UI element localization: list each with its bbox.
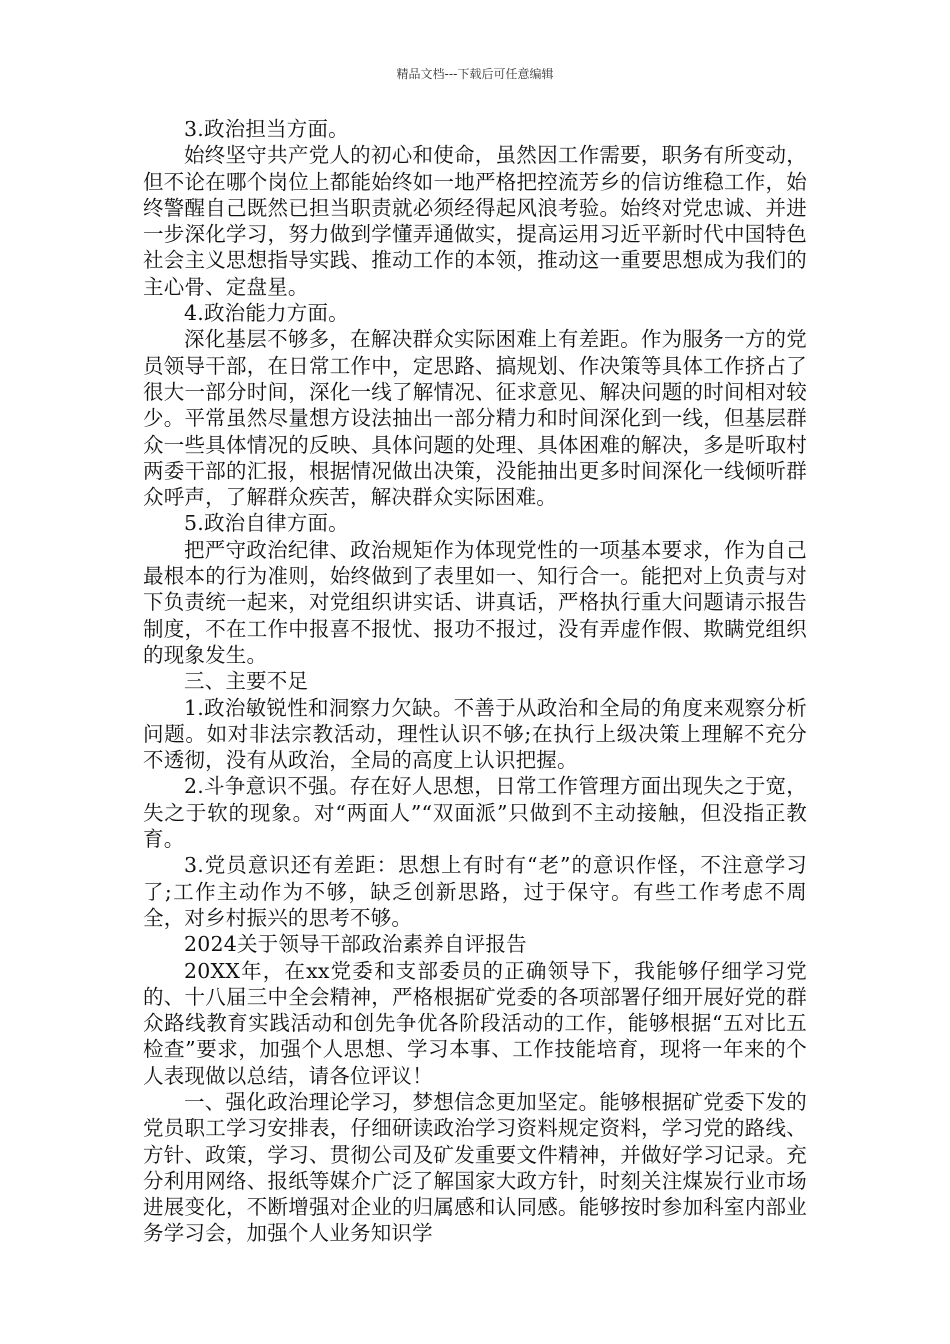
body-paragraph: 3.党员意识还有差距：思想上有时有“老”的意识作怪，不注意学习了;工作主动作为不够，缺乏创新思路，过于保守。有些工作考虑不周全，对乡村振兴的思考不够。 bbox=[143, 853, 807, 930]
body-paragraph: 把严守政治纪律、政治规矩作为体现党性的一项基本要求，作为自己最根本的行为准则，始终做到了表里如一、知行合一。能把对上负责与对下负责统一起来，对党组织讲实话、讲真话，严格执行重大问题请示报告制度，不在工作中报喜不报忧、报功不报过，没有弄虚作假、欺瞒党组织的现象发生。 bbox=[143, 537, 807, 667]
body-paragraph: 20XX年，在xx党委和支部委员的正确领导下，我能够仔细学习党的、十八届三中全会精神，严格根据矿党委的各项部署仔细开展好党的群众路线教育实践活动和创先争优各阶段活动的工作，能够根据“五对比五检查”要求，加强个人思想、学习本事、工作技能培育，现将一年来的个人表现做以总结，请各位评议！ bbox=[143, 958, 807, 1088]
body-paragraph: 始终坚守共产党人的初心和使命，虽然因工作需要，职务有所变动，但不论在哪个岗位上都能始终如一地严格把控流芳乡的信访维稳工作，始终警醒自己既然已担当职责就必须经得起风浪考验。始终对党忠诚、并进一步深化学习，努力做到学懂弄通做实，提高运用习近平新时代中国特色社会主义思想指导实践、推动工作的本领，推动这一重要思想成为我们的主心骨、定盘星。 bbox=[143, 143, 807, 299]
section-heading: 4.政治能力方面。 bbox=[184, 301, 349, 326]
body-paragraph: 2.斗争意识不强。存在好人思想，日常工作管理方面出现失之于宽，失之于软的现象。对“两面人”“双面派”只做到不主动接触，但没指正教育。 bbox=[143, 774, 807, 852]
section-heading: 3.政治担当方面。 bbox=[184, 117, 349, 141]
body-paragraph: 1.政治敏锐性和洞察力欠缺。不善于从政治和全局的角度来观察分析问题。如对非法宗教活动，理性认识不够;在执行上级决策上理解不充分不透彻，没有从政治，全局的高度上认识把握。 bbox=[143, 695, 807, 773]
body-paragraph: 深化基层不够多，在解决群众实际困难上有差距。作为服务一方的党员领导干部，在日常工作中，定思路、搞规划、作决策等具体工作挤占了很大一部分时间，深化一线了解情况、征求意见、解决问题的时间相对较少。平常虽然尽量想方设法抽出一部分精力和时间深化到一线，但基层群众一些具体情况的反映、具体问题的处理、具体困难的解决，多是听取村两委干部的汇报，根据情况做出决策，没能抽出更多时间深化一线倾听群众呼声，了解群众疾苦，解决群众实际困难。 bbox=[143, 327, 807, 510]
section-heading: 5.政治自律方面。 bbox=[184, 511, 349, 536]
page-header: 精品文档---下载后可任意编辑 bbox=[396, 67, 554, 81]
document-body bbox=[143, 116, 807, 1247]
section-heading: 三、主要不足 bbox=[184, 669, 309, 694]
body-paragraph: 一、强化政治理论学习，梦想信念更加坚定。能够根据矿党委下发的党员职工学习安排表，仔细研读政治学习资料规定资料，学习党的路线、方针、政策，学习、贯彻公司及矿发重要文件精神，并做好学习记录。充分利用网络、报纸等媒介广泛了解国家大政方针，时刻关注煤炭行业市场进展变化，不断增强对企业的归属感和认同感。能够按时参加科室内部业务学习会，加强个人业务知识学 bbox=[143, 1089, 807, 1246]
report-title: 2024关于领导干部政治素养自评报告 bbox=[184, 932, 527, 957]
